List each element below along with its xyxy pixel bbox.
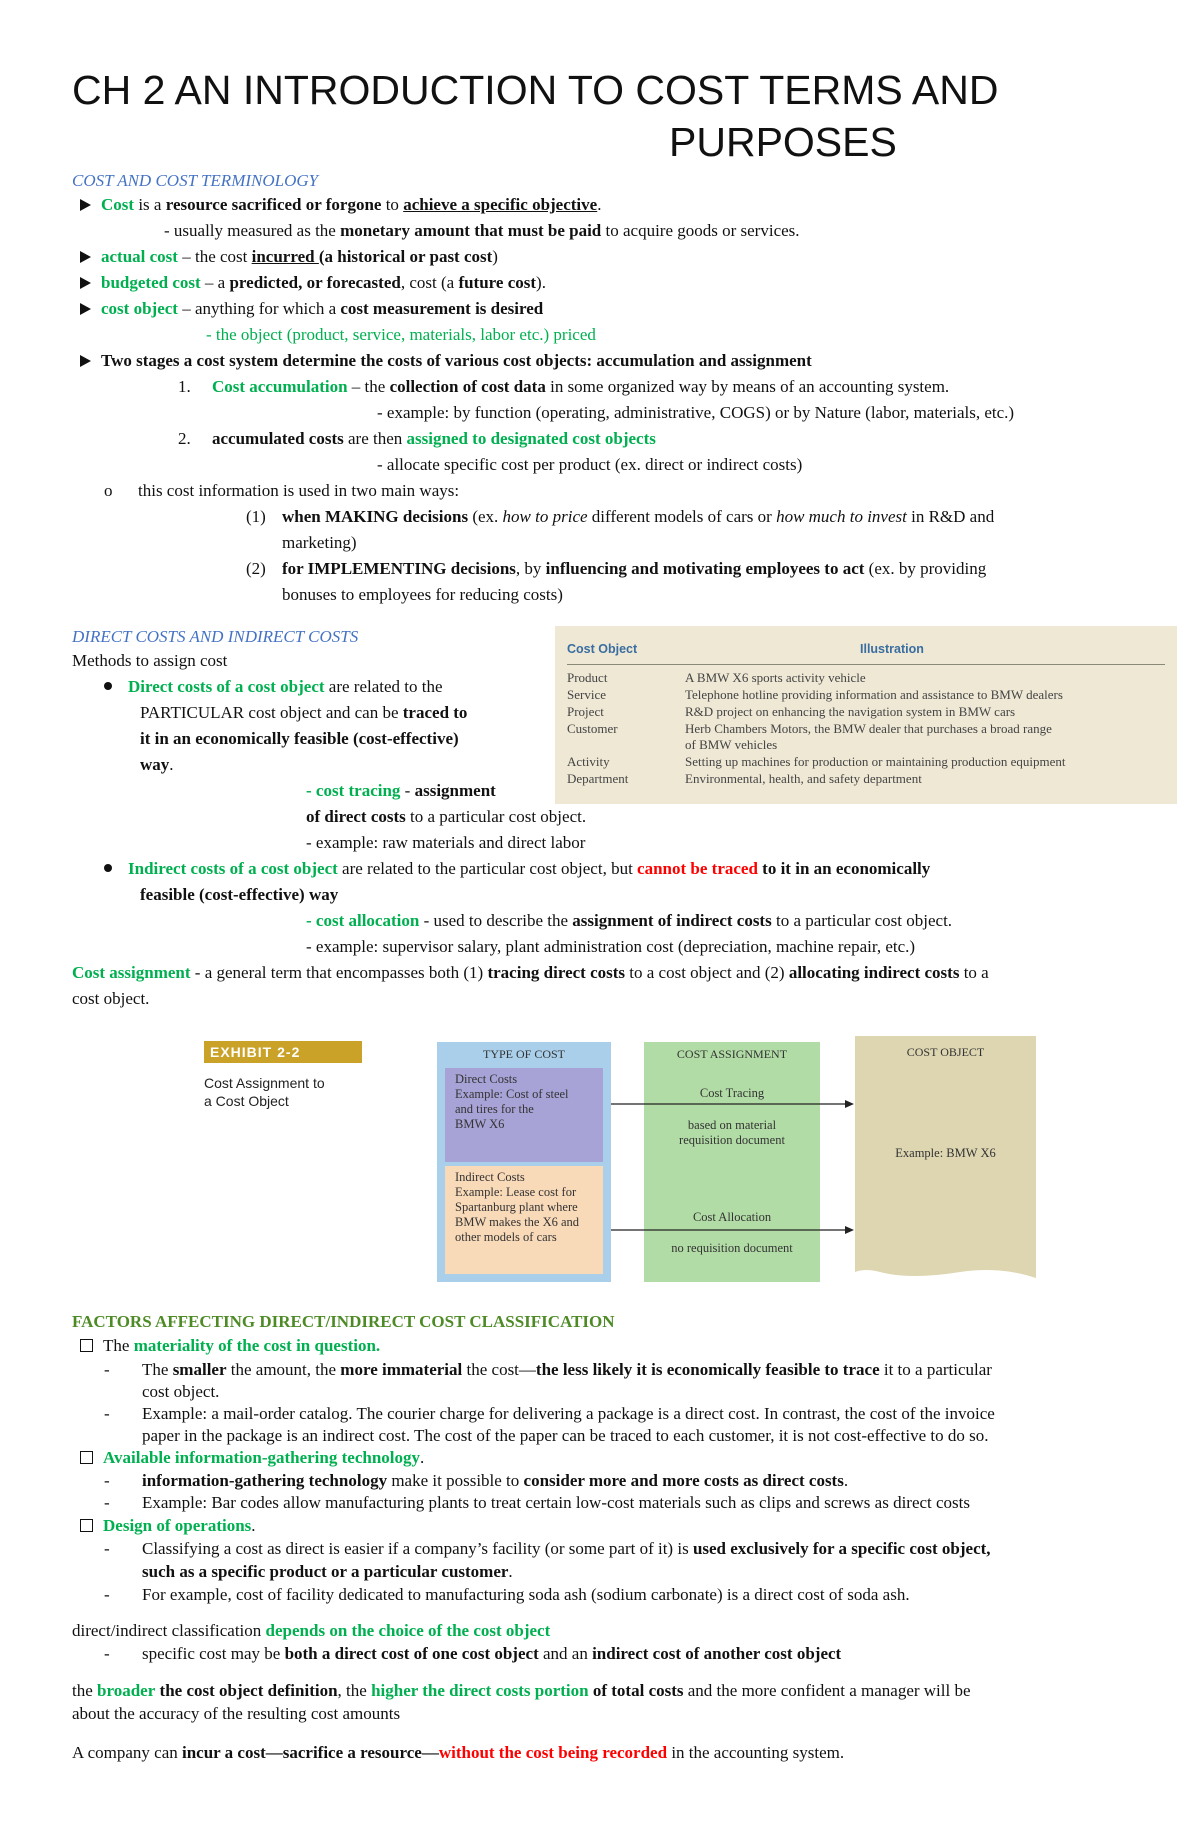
bullet-two-stages: Two stages a cost system determine the costs of various cost objects: accumulation and assignment bbox=[80, 350, 812, 372]
table-header-cost-object: Cost Object bbox=[567, 642, 638, 656]
dash-item: - Example: a mail-order catalog. The courier charge for delivering a package is a direct cost. In contrast, the cost of the invoice bbox=[104, 1404, 995, 1423]
exhibit-caption: Cost Assignment to a Cost Object bbox=[204, 1075, 325, 1109]
sub-note: - usually measured as the monetary amount that must be paid to acquire goods or services. bbox=[164, 221, 800, 240]
table-cell-cost-object: Department bbox=[567, 771, 629, 786]
text-line: such as a specific product or a particular customer. bbox=[142, 1562, 513, 1581]
indirect-costs-box: Indirect Costs Example: Lease cost for Spartanburg plant where BMW makes the X6 and other models of cars bbox=[445, 1166, 603, 1274]
table-cell-illustration: Herb Chambers Motors, the BMW dealer that purchases a broad range bbox=[685, 721, 1052, 736]
table-cell-illustration: Setting up machines for production or maintaining production equipment bbox=[685, 754, 1066, 769]
table-cell-illustration: R&D project on enhancing the navigation system in BMW cars bbox=[685, 704, 1016, 719]
table-cell-cost-object: Project bbox=[567, 704, 604, 719]
dash-item: - For example, cost of facility dedicated to manufacturing soda ash (sodium carbonate) is a direct cost of soda ash. bbox=[104, 1585, 910, 1604]
tracing-arrowhead bbox=[845, 1100, 854, 1108]
text-line: PARTICULAR cost object and can be traced to bbox=[140, 703, 468, 722]
page-title: CH 2 AN INTRODUCTION TO COST TERMS AND bbox=[72, 67, 999, 113]
text-line: of direct costs to a particular cost object. bbox=[306, 807, 587, 826]
table-cell-illustration: Environmental, health, and safety department bbox=[685, 771, 922, 786]
text-line: it in an economically feasible (cost-effective) bbox=[140, 729, 459, 748]
factor-operations: Design of operations. bbox=[80, 1515, 256, 1537]
checkbox-bullet-icon bbox=[80, 1451, 93, 1464]
broader-definition-line: the broader the cost object definition, the higher the direct costs portion of total costs and the more confident a manager will be bbox=[72, 1681, 971, 1700]
cost-tracing-line: - cost tracing - assignment bbox=[306, 781, 496, 800]
table-cell-cost-object: Activity bbox=[567, 754, 610, 769]
table-cell-cost-object: Product bbox=[567, 670, 608, 685]
column-title: TYPE OF COST bbox=[482, 1047, 565, 1061]
table-cell-cost-object: Service bbox=[567, 687, 606, 702]
dash-item: - Classifying a cost as direct is easier if a company’s facility (or some part of it) is used exclusively for a specific cost object, bbox=[104, 1539, 991, 1558]
bullet-budgeted-cost: budgeted cost – a predicted, or forecasted, cost (a future cost). bbox=[80, 272, 546, 294]
incur-cost-line: A company can incur a cost—sacrifice a resource—without the cost being recorded in the accounting system. bbox=[72, 1743, 845, 1762]
methods-label: Methods to assign cost bbox=[72, 651, 228, 670]
numbered-item-1: 1. Cost accumulation – the collection of cost data in some organized way by means of an accounting system. bbox=[178, 377, 950, 396]
page-title-line2: PURPOSES bbox=[669, 119, 897, 165]
exhibit-tag: EXHIBIT 2-2 bbox=[204, 1041, 362, 1063]
text-line: - example: raw materials and direct labor bbox=[306, 833, 586, 852]
way-2-cont: bonuses to employees for reducing costs) bbox=[282, 585, 563, 604]
text-line: cost object. bbox=[72, 989, 150, 1008]
table-cell-cost-object: Customer bbox=[567, 721, 618, 736]
sub-note: - example: by function (operating, administrative, COGS) or by Nature (labor, materials, etc.) bbox=[377, 403, 1015, 422]
way-2: (2) for IMPLEMENTING decisions, by influencing and motivating employees to act (ex. by providing bbox=[246, 559, 987, 578]
dash-item: - specific cost may be both a direct cost of one cost object and an indirect cost of another cost object bbox=[104, 1644, 842, 1663]
cost-allocation-label: Cost Allocation bbox=[692, 1210, 772, 1224]
section-heading-factors: FACTORS AFFECTING DIRECT/INDIRECT COST CLASSIFICATION bbox=[72, 1312, 615, 1331]
text-line: about the accuracy of the resulting cost amounts bbox=[72, 1704, 401, 1723]
cost-object-title: COST OBJECT bbox=[906, 1045, 985, 1059]
cost-tracing-label: Cost Tracing bbox=[699, 1086, 765, 1100]
classification-line: direct/indirect classification depends on the choice of the cost object bbox=[72, 1621, 551, 1640]
dash-item: - information-gathering technology make it possible to consider more and more costs as direct costs. bbox=[104, 1471, 849, 1490]
bullet-indirect-costs: Indirect costs of a cost object are related to the particular cost object, but cannot be traced to it in an economically bbox=[104, 858, 930, 880]
way-1: (1) when MAKING decisions (ex. how to price different models of cars or how much to invest in R&D and bbox=[246, 507, 995, 526]
text-line: way. bbox=[140, 755, 174, 774]
dash-item: - Example: Bar codes allow manufacturing plants to treat certain low-cost materials such as clips and screws as direct costs bbox=[104, 1493, 971, 1512]
bullet-cost-object: cost object – anything for which a cost measurement is desired bbox=[80, 298, 543, 320]
section-heading-cost-terminology: COST AND COST TERMINOLOGY bbox=[72, 171, 319, 190]
sub-note: - the object (product, service, materials, labor etc.) priced bbox=[206, 325, 596, 344]
table-header-illustration: Illustration bbox=[860, 642, 924, 656]
checkbox-bullet-icon bbox=[80, 1519, 93, 1532]
bullet-direct-costs: Direct costs of a cost object are related to the bbox=[104, 676, 443, 698]
dash-item: - The smaller the amount, the more immaterial the cost—the less likely it is economically feasible to trace it to a particular bbox=[104, 1360, 992, 1379]
bullet-cost: Cost is a resource sacrificed or forgone to achieve a specific objective. bbox=[80, 194, 601, 216]
checkbox-bullet-icon bbox=[80, 1339, 93, 1352]
numbered-item-2: 2. accumulated costs are then assigned to designated cost objects bbox=[178, 429, 656, 448]
table-cell-illustration: of BMW vehicles bbox=[685, 737, 778, 752]
way-1-cont: marketing) bbox=[282, 533, 357, 552]
text-line: paper in the package is an indirect cost. The cost of the paper can be traced to each customer, it is not cost-effective to do so. bbox=[142, 1426, 989, 1445]
text-line: cost object. bbox=[142, 1382, 220, 1401]
column-title: COST ASSIGNMENT bbox=[676, 1047, 788, 1061]
direct-costs-box: Direct Costs Example: Cost of steel and tires for the BMW X6 bbox=[445, 1068, 603, 1162]
allocation-arrowhead bbox=[845, 1226, 854, 1234]
table-cell-illustration: A BMW X6 sports activity vehicle bbox=[685, 670, 866, 685]
cost-tracing-note: based on material requisition document bbox=[679, 1118, 785, 1147]
text-line: - example: supervisor salary, plant administration cost (depreciation, machine repair, etc.) bbox=[306, 937, 916, 956]
table-cell-illustration: Telephone hotline providing information and assistance to BMW dealers bbox=[685, 687, 1063, 702]
cost-assignment-line: Cost assignment - a general term that encompasses both (1) tracing direct costs to a cost object and (2) allocating indirect costs to a bbox=[72, 963, 989, 982]
text-line: feasible (cost-effective) way bbox=[140, 885, 339, 904]
factor-technology: Available information-gathering technology. bbox=[80, 1447, 424, 1469]
factor-materiality: The materiality of the cost in question. bbox=[80, 1335, 380, 1357]
bullet-actual-cost: actual cost – the cost incurred (a historical or past cost) bbox=[80, 246, 498, 268]
cost-allocation-note: no requisition document bbox=[671, 1241, 793, 1255]
cost-allocation-line: - cost allocation - used to describe the assignment of indirect costs to a particular cost object. bbox=[306, 911, 953, 930]
circle-item: o this cost information is used in two main ways: bbox=[104, 481, 460, 500]
sub-note: - allocate specific cost per product (ex. direct or indirect costs) bbox=[377, 455, 803, 474]
cost-object-example: Example: BMW X6 bbox=[895, 1146, 996, 1160]
section-heading-direct-indirect: DIRECT COSTS AND INDIRECT COSTS bbox=[72, 627, 359, 646]
